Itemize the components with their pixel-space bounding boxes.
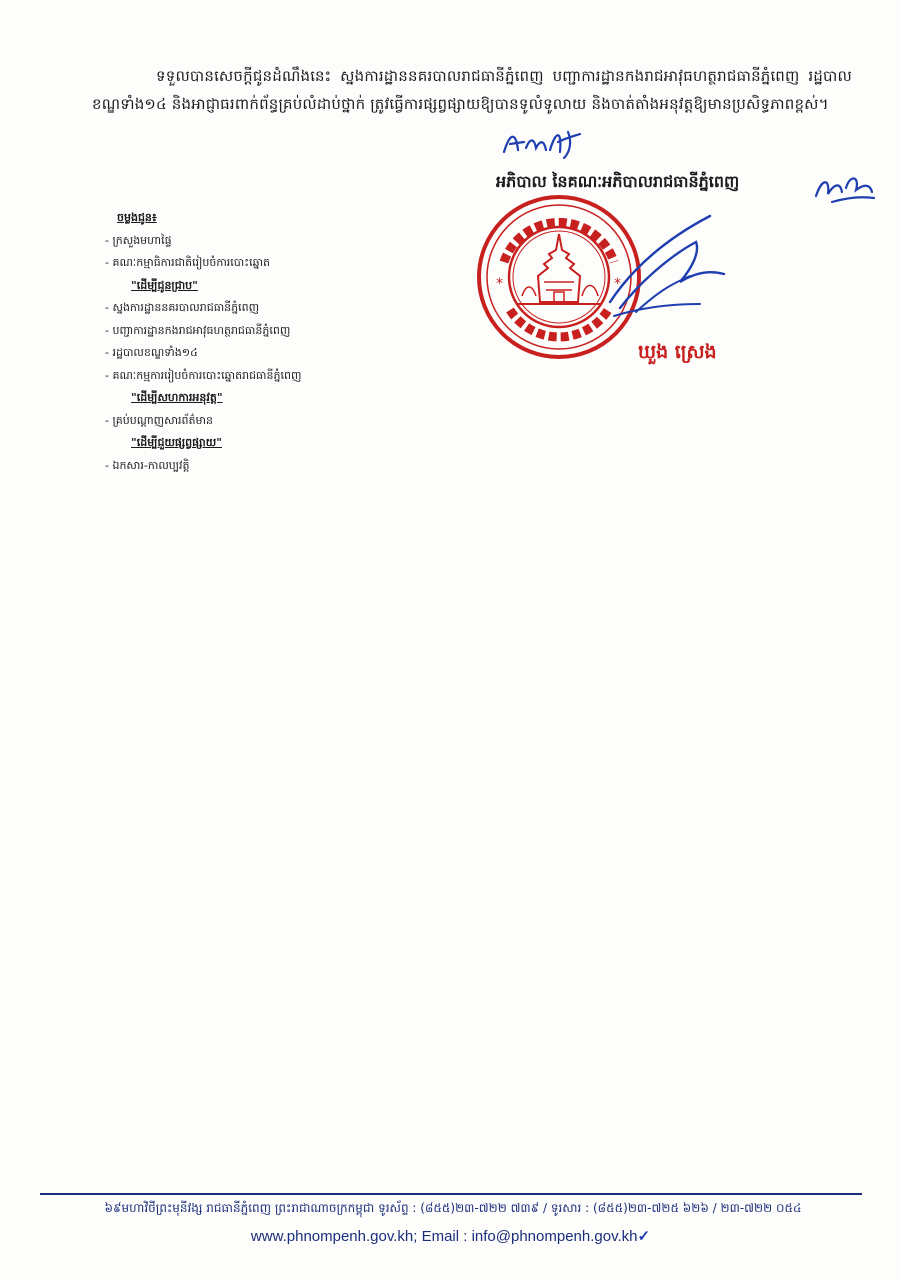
body-paragraph: ទទួលបានសេចក្តីជូនដំណឹងនេះ ស្នងការដ្ឋាននគរបាលរាជធានីភ្នំពេញ បញ្ជាការដ្ឋានកងរាជអាវុធហត្ថរាជធានីភ្នំពេញ រដ្ឋបាលខណ្ឌទាំង១៤ និងអាជ្ញាធរពាក់ព័ន្ធគ្រប់លំដាប់ថ្នាក់ ត្រូវធ្វើការផ្សព្វផ្សាយឱ្យបានទូលំទូលាយ និងចាត់តាំងអនុវត្តឱ្យមានប្រសិទ្ធភាពខ្ពស់។ xyxy=(92,67,852,113)
distribution-item: - ឯកសារ-កាលប្បវត្តិ xyxy=(105,458,190,472)
distribution-purpose: "ដើម្បីជួយផ្សព្វផ្សាយ" xyxy=(131,436,222,449)
distribution-item: - បញ្ជាការដ្ឋានកងរាជអាវុធហត្ថរាជធានីភ្នំពេញ xyxy=(105,323,291,337)
handwritten-initials-icon xyxy=(500,126,590,162)
distribution-item: - ក្រសួងមហាផ្ទៃ xyxy=(105,233,172,247)
distribution-item: - ស្នងការដ្ឋាននគរបាលរាជធានីភ្នំពេញ xyxy=(105,301,260,314)
signature-icon xyxy=(600,212,740,322)
distribution-purpose: "ដើម្បីសហការអនុវត្ត" xyxy=(131,391,223,404)
signatory-name: ឃួង ស្រេង xyxy=(638,341,717,363)
signatory-title: អភិបាល នៃគណៈអភិបាលរាជធានីភ្នំពេញ xyxy=(496,172,740,191)
distribution-item: - គណៈកម្មាធិការជាតិរៀបចំការបោះឆ្នោត xyxy=(105,256,271,269)
distribution-item: - រដ្ឋបាលខណ្ឌទាំង១៤ xyxy=(105,346,198,359)
distribution-list xyxy=(105,207,435,477)
footer-divider xyxy=(40,1193,862,1195)
svg-text:*: * xyxy=(614,276,621,292)
distribution-item: - គ្រប់បណ្តាញសារព័ត៌មាន xyxy=(105,413,213,427)
distribution-title: ចម្លងជូន៖ xyxy=(117,211,157,224)
handwritten-mark-icon xyxy=(812,168,876,208)
body-paragraph-block xyxy=(92,62,852,118)
footer-contact xyxy=(0,1227,901,1245)
footer-web-email: www.phnompenh.gov.kh; Email : info@phnompenh.gov.kh xyxy=(250,1228,638,1245)
footer-address: ៦៩មហាវិថីព្រះមុនីវង្ស រាជធានីភ្នំពេញ ព្រះរាជាណាចក្រកម្ពុជា ទូរស័ព្ទ : (៨៥៥)២៣-៧២២ ៧៣៩ / ទូរសារ : (៨៥៥)២៣-៧២៥ ៦២៦ / ២៣-៧២២ ០៥៤ xyxy=(104,1201,802,1215)
distribution-purpose: "ដើម្បីជូនជ្រាប" xyxy=(131,278,198,292)
distribution-item: - គណៈកម្មការរៀបចំការបោះឆ្នោតរាជធានីភ្នំពេញ xyxy=(105,368,302,382)
check-mark-icon: ✓ xyxy=(637,1228,651,1245)
svg-text:*: * xyxy=(496,276,503,292)
